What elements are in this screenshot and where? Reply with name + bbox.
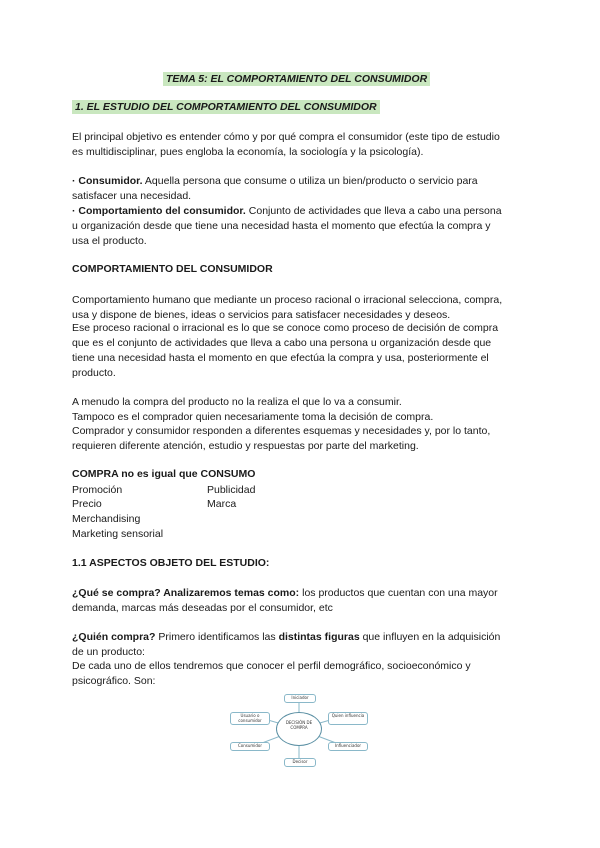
para2-line-1: Comportamiento humano que mediante un proceso racional o irracional selecciona, compra, [72, 294, 503, 306]
para2-line-4: que es el conjunto de actividades que lleva a cabo una persona u organización desde que [72, 337, 492, 349]
quien-line-4: psicográfico. Son: [72, 675, 156, 687]
quien-line-1 [72, 630, 500, 645]
para3-line-3: Comprador y consumidor responden a diferentes esquemas y necesidades y, por lo tanto, [72, 425, 491, 437]
para2-line-5: tiene una necesidad hasta el momento en que efectúa la compra y usa, posteriormente el [72, 352, 489, 364]
quien-line-3: De cada uno de ellos tendremos que conocer el perfil demográfico, socioeconómico y [72, 660, 471, 672]
def-comportamiento-line-2: u organización desde que tiene una necesidad hasta el momento que efectúa la compra y [72, 220, 491, 232]
compra-right-2: Marca [207, 498, 237, 510]
diagram-node-usuario: Usuario o consumidor [230, 712, 270, 725]
para2-line-6: producto. [72, 367, 116, 379]
compra-left-4: Marketing sensorial [72, 528, 164, 540]
para3-line-2: Tampoco es el comprador quien necesariamente toma la decisión de compra. [72, 411, 434, 423]
section-heading-1-1: 1.1 ASPECTOS OBJETO DEL ESTUDIO: [72, 557, 270, 569]
compra-left-3: Merchandising [72, 513, 141, 525]
intro-line-1: El principal objetivo es entender cómo y por qué compra el consumidor (este tipo de estudio [72, 131, 500, 143]
def-consumidor-line-2: satisfacer una necesidad. [72, 190, 192, 202]
quien-text-b: que influyen en la adquisición [359, 631, 501, 643]
diagram-node-iniciador: Iniciador [284, 694, 316, 703]
document-title: TEMA 5: EL COMPORTAMIENTO DEL CONSUMIDOR [163, 72, 430, 86]
quien-line-2: de un producto: [72, 646, 145, 658]
que-bold: ¿Qué se compra? Analizaremos temas como: [72, 587, 300, 599]
section-heading-1: 1. EL ESTUDIO DEL COMPORTAMIENTO DEL CONSUMIDOR [72, 100, 380, 114]
compra-left-1: Promoción [72, 484, 123, 496]
para2-line-2: usa y dispone de bienes, ideas o servicios para satisfacer necesidades y deseos. [72, 309, 451, 321]
quien-bold: ¿Quién compra? [72, 631, 156, 643]
heading-comportamiento: COMPORTAMIENTO DEL CONSUMIDOR [72, 263, 273, 275]
que-text: los productos que cuentan con una mayor [299, 587, 498, 599]
def-comportamiento [72, 204, 502, 219]
def-consumidor [72, 174, 478, 189]
compra-left-2: Precio [72, 498, 102, 510]
para3-line-1: A menudo la compra del producto no la realiza el que lo va a consumir. [72, 396, 402, 408]
que-line-2: demanda, marcas más deseadas por el consumidor, etc [72, 602, 333, 614]
diagram-node-quien-influencia: Quien influencia [328, 712, 368, 725]
que-line-1 [72, 586, 498, 601]
def-comportamiento-line-3: usa el producto. [72, 235, 147, 247]
def-comportamiento-text: Conjunto de actividades que lleva a cabo una persona [245, 205, 502, 217]
compra-right-1: Publicidad [207, 484, 256, 496]
def-consumidor-label: · Consumidor. [72, 175, 143, 187]
def-consumidor-text: Aquella persona que consume o utiliza un bien/producto o servicio para [142, 175, 478, 187]
intro-line-2: es multidisciplinar, pues engloba la economía, la sociología y la psicología). [72, 146, 424, 158]
compra-heading: COMPRA no es igual que CONSUMO [72, 468, 256, 480]
para3-line-4: requieren diferente atención, estudio y respuestas por parte del marketing. [72, 440, 419, 452]
def-comportamiento-label: · Comportamiento del consumidor. [72, 205, 246, 217]
diagram-center: DECISIÓN DE COMPRA [276, 712, 322, 746]
quien-bold-2: distintas figuras [278, 631, 360, 643]
quien-text-a: Primero identificamos las [155, 631, 279, 643]
diagram-node-consumidor: Consumidor [230, 742, 270, 751]
diagram-node-influenciador: Influenciador [328, 742, 368, 751]
purchase-roles-diagram [224, 686, 374, 774]
para2-line-3: Ese proceso racional o irracional es lo que se conoce como proceso de decisión de compra [72, 322, 499, 334]
diagram-node-decisor: Decisor [284, 758, 316, 767]
